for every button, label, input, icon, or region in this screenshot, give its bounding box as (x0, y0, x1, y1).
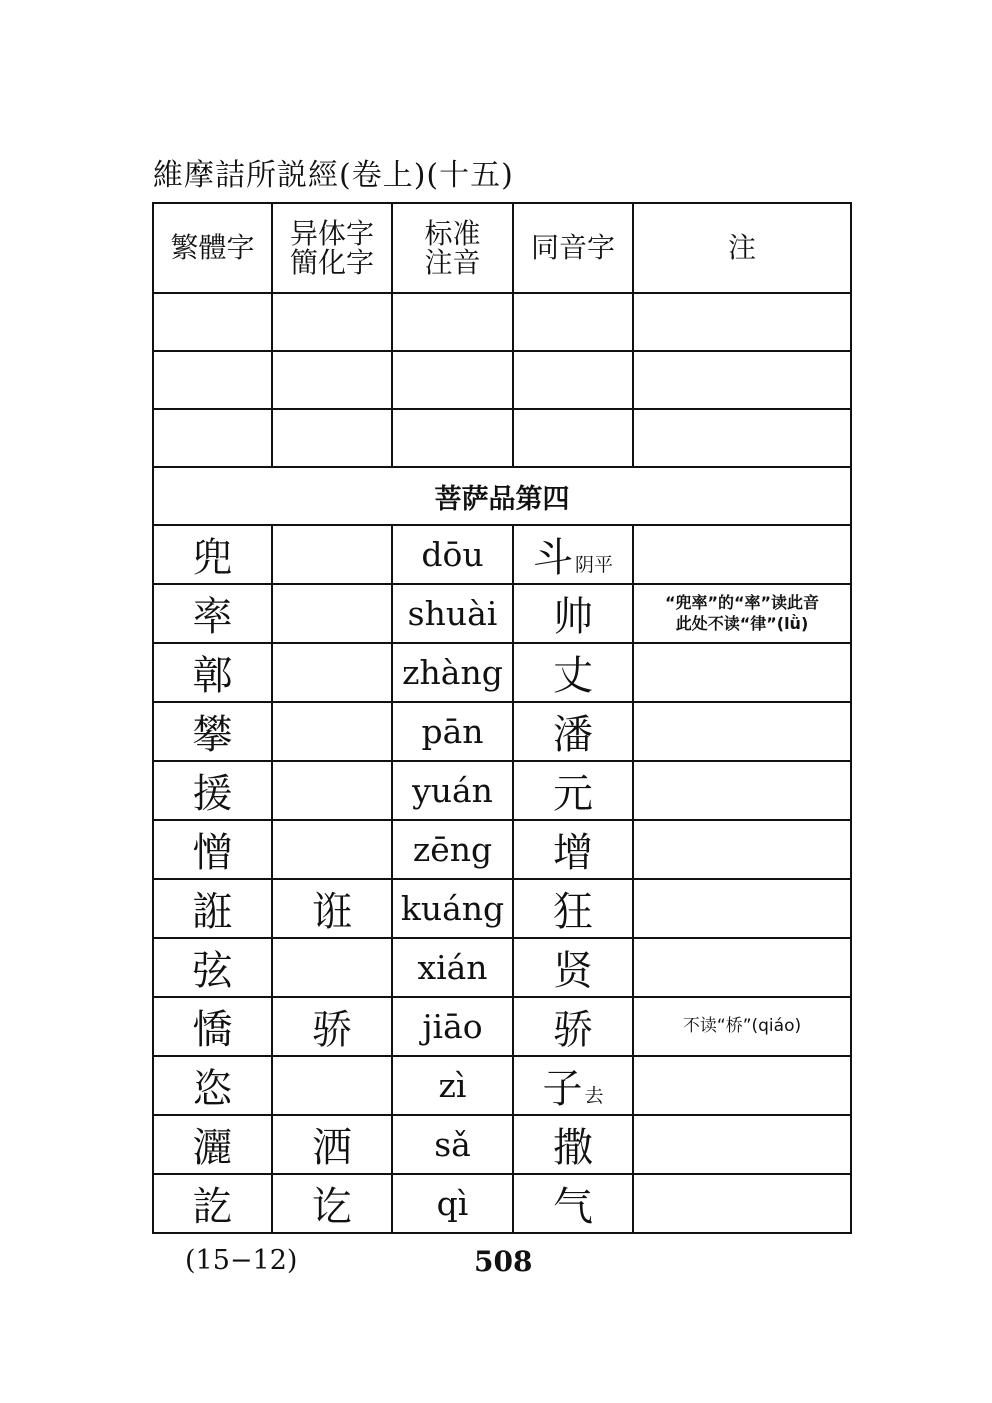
header-pinyin-line1: 标准 (424, 216, 481, 250)
empty-cell (153, 293, 272, 351)
homophone-cell (513, 1174, 633, 1233)
empty-cell (392, 351, 513, 409)
homophone-char: 丈 (553, 653, 593, 699)
header-pinyin (392, 203, 513, 293)
header-variant (272, 203, 392, 293)
empty-cell (153, 351, 272, 409)
table-row (153, 938, 851, 997)
pronunciation-table (152, 202, 852, 1234)
pinyin-value: zì (392, 1056, 513, 1115)
header-homophone: 同音字 (513, 203, 633, 293)
homophone-cell (513, 1056, 633, 1115)
simplified-char (272, 643, 392, 702)
empty-cell (513, 293, 633, 351)
note-cell (633, 997, 851, 1056)
empty-cell (272, 409, 392, 467)
note-cell (633, 525, 851, 584)
traditional-char: 恣 (153, 1056, 272, 1115)
homophone-char: 潘 (553, 712, 593, 758)
pinyin-value: shuài (392, 584, 513, 643)
homophone-char: 帅 (553, 594, 593, 640)
simplified-char: 骄 (272, 997, 392, 1056)
pinyin-value: kuáng (392, 879, 513, 938)
pinyin-value: zēng (392, 820, 513, 879)
pinyin-value: zhàng (392, 643, 513, 702)
note-text: “兜率”的“率”读此音 (664, 592, 820, 612)
pinyin-value: jiāo (392, 997, 513, 1056)
empty-cell (633, 351, 851, 409)
note-cell (633, 584, 851, 643)
empty-cell (153, 409, 272, 467)
homophone-char: 骄 (553, 1007, 593, 1053)
homophone-cell (513, 643, 633, 702)
header-pinyin-line2: 注音 (424, 246, 481, 279)
empty-cell (392, 409, 513, 467)
note-text: 此处不读“律”(lǜ) (675, 613, 809, 633)
simplified-char (272, 584, 392, 643)
empty-cell (513, 351, 633, 409)
traditional-char: 率 (153, 584, 272, 643)
homophone-cell (513, 938, 633, 997)
tone-label: 阴平 (574, 554, 613, 576)
homophone-char: 贤 (553, 948, 593, 994)
tone-label: 去 (584, 1085, 604, 1107)
empty-cell (272, 293, 392, 351)
homophone-cell (513, 820, 633, 879)
volume-reference: (15−12) (185, 1245, 298, 1276)
table-row (153, 525, 851, 584)
homophone-cell (513, 525, 633, 584)
table-row (153, 1174, 851, 1233)
traditional-char: 灑 (153, 1115, 272, 1174)
traditional-char: 攀 (153, 702, 272, 761)
simplified-char: 诳 (272, 879, 392, 938)
empty-cell (633, 293, 851, 351)
note-cell (633, 820, 851, 879)
homophone-cell (513, 879, 633, 938)
simplified-char (272, 820, 392, 879)
pinyin-value: sǎ (392, 1115, 513, 1174)
traditional-char: 弦 (153, 938, 272, 997)
homophone-cell (513, 997, 633, 1056)
note-text: 不读“桥”(qiáo) (682, 1016, 802, 1037)
table-row (153, 761, 851, 820)
pinyin-value: yuán (392, 761, 513, 820)
simplified-char (272, 1056, 392, 1115)
homophone-char: 斗 (532, 535, 573, 581)
traditional-char: 誑 (153, 879, 272, 938)
homophone-cell (513, 1115, 633, 1174)
note-cell (633, 643, 851, 702)
pinyin-value: pān (392, 702, 513, 761)
header-variant-line2: 簡化字 (289, 246, 374, 279)
table-row (153, 820, 851, 879)
homophone-char: 增 (553, 830, 593, 876)
note-cell (633, 1056, 851, 1115)
homophone-char: 气 (553, 1184, 593, 1230)
note-cell (633, 879, 851, 938)
homophone-cell (513, 702, 633, 761)
note-cell (633, 1115, 851, 1174)
empty-row (153, 293, 851, 351)
note-cell (633, 938, 851, 997)
table-row (153, 584, 851, 643)
simplified-char: 洒 (272, 1115, 392, 1174)
homophone-cell (513, 584, 633, 643)
traditional-char: 憍 (153, 997, 272, 1056)
homophone-char: 子 (542, 1066, 583, 1112)
pinyin-value: qì (392, 1174, 513, 1233)
table-row (153, 879, 851, 938)
pinyin-value: xián (392, 938, 513, 997)
empty-cell (272, 351, 392, 409)
section-title: 菩萨品第四 (153, 467, 851, 525)
empty-cell (513, 409, 633, 467)
table-row (153, 1115, 851, 1174)
note-cell (633, 761, 851, 820)
table-row (153, 997, 851, 1056)
homophone-char: 狂 (553, 889, 593, 935)
traditional-char: 兜 (153, 525, 272, 584)
section-row (153, 467, 851, 525)
page-title: 維摩詰所説經(卷上)(十五) (153, 158, 514, 193)
header-variant-line1: 异体字 (289, 216, 374, 250)
header-row (153, 203, 851, 293)
page-number: 508 (474, 1245, 533, 1278)
simplified-char (272, 525, 392, 584)
simplified-char: 讫 (272, 1174, 392, 1233)
pinyin-value: dōu (392, 525, 513, 584)
empty-cell (392, 293, 513, 351)
simplified-char (272, 938, 392, 997)
empty-row (153, 351, 851, 409)
note-cell (633, 702, 851, 761)
homophone-char: 撒 (553, 1125, 593, 1171)
traditional-char: 憎 (153, 820, 272, 879)
table-row (153, 702, 851, 761)
header-note: 注 (633, 203, 851, 293)
empty-row (153, 409, 851, 467)
empty-cell (633, 409, 851, 467)
homophone-char: 元 (553, 771, 593, 817)
traditional-char: 援 (153, 761, 272, 820)
table-row (153, 643, 851, 702)
traditional-char: 鄣 (153, 643, 272, 702)
table-row (153, 1056, 851, 1115)
traditional-char: 訖 (153, 1174, 272, 1233)
header-traditional: 繁體字 (153, 203, 272, 293)
note-cell (633, 1174, 851, 1233)
simplified-char (272, 702, 392, 761)
homophone-cell (513, 761, 633, 820)
simplified-char (272, 761, 392, 820)
